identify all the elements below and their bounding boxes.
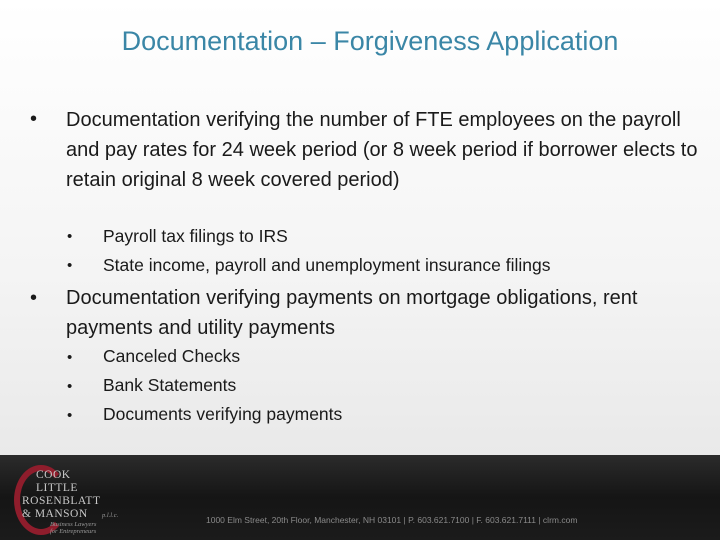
sub-bullet-marker: • bbox=[67, 349, 73, 366]
logo-line-2: LITTLE bbox=[36, 482, 78, 494]
sub-bullet-text: Payroll tax filings to IRS bbox=[103, 226, 288, 246]
bullet-text: Documentation verifying the number of FTE employees on the payroll and pay rates for 24 week period (or 8 week period if borrower elects to retain original 8 week covered period) bbox=[66, 109, 698, 191]
sub-bullet-marker: • bbox=[67, 378, 73, 395]
footer-bar bbox=[0, 455, 720, 540]
logo-line-1: COOK bbox=[36, 469, 71, 481]
sub-bullet-text: Bank Statements bbox=[103, 375, 237, 395]
footer-contact: 1000 Elm Street, 20th Floor, Manchester, NH 03101 | P. 603.621.7100 | F. 603.621.7111 | clrm.com bbox=[206, 515, 578, 525]
bullet-text: Documentation verifying payments on mortgage obligations, rent payments and utility payments bbox=[66, 287, 638, 339]
logo-pllc: p.l.l.c. bbox=[102, 512, 119, 519]
sub-bullet-marker: • bbox=[67, 407, 73, 424]
logo-line-4: & MANSON bbox=[22, 508, 88, 520]
logo-tagline-1: Business Lawyers bbox=[50, 521, 97, 528]
slide-title: Documentation – Forgiveness Application bbox=[121, 26, 619, 56]
sub-bullet-marker: • bbox=[67, 257, 73, 274]
bullet-marker: • bbox=[30, 108, 38, 130]
sub-bullet-text: Canceled Checks bbox=[103, 346, 241, 366]
sub-bullet-text: Documents verifying payments bbox=[103, 404, 343, 424]
firm-logo bbox=[14, 465, 134, 535]
logo-line-3: ROSENBLATT bbox=[22, 495, 101, 507]
bullet-marker: • bbox=[30, 287, 38, 309]
sub-bullet-marker: • bbox=[67, 228, 73, 245]
logo-tagline-2: for Entrepreneurs bbox=[50, 528, 97, 535]
sub-bullet-text: State income, payroll and unemployment insurance filings bbox=[103, 255, 551, 275]
